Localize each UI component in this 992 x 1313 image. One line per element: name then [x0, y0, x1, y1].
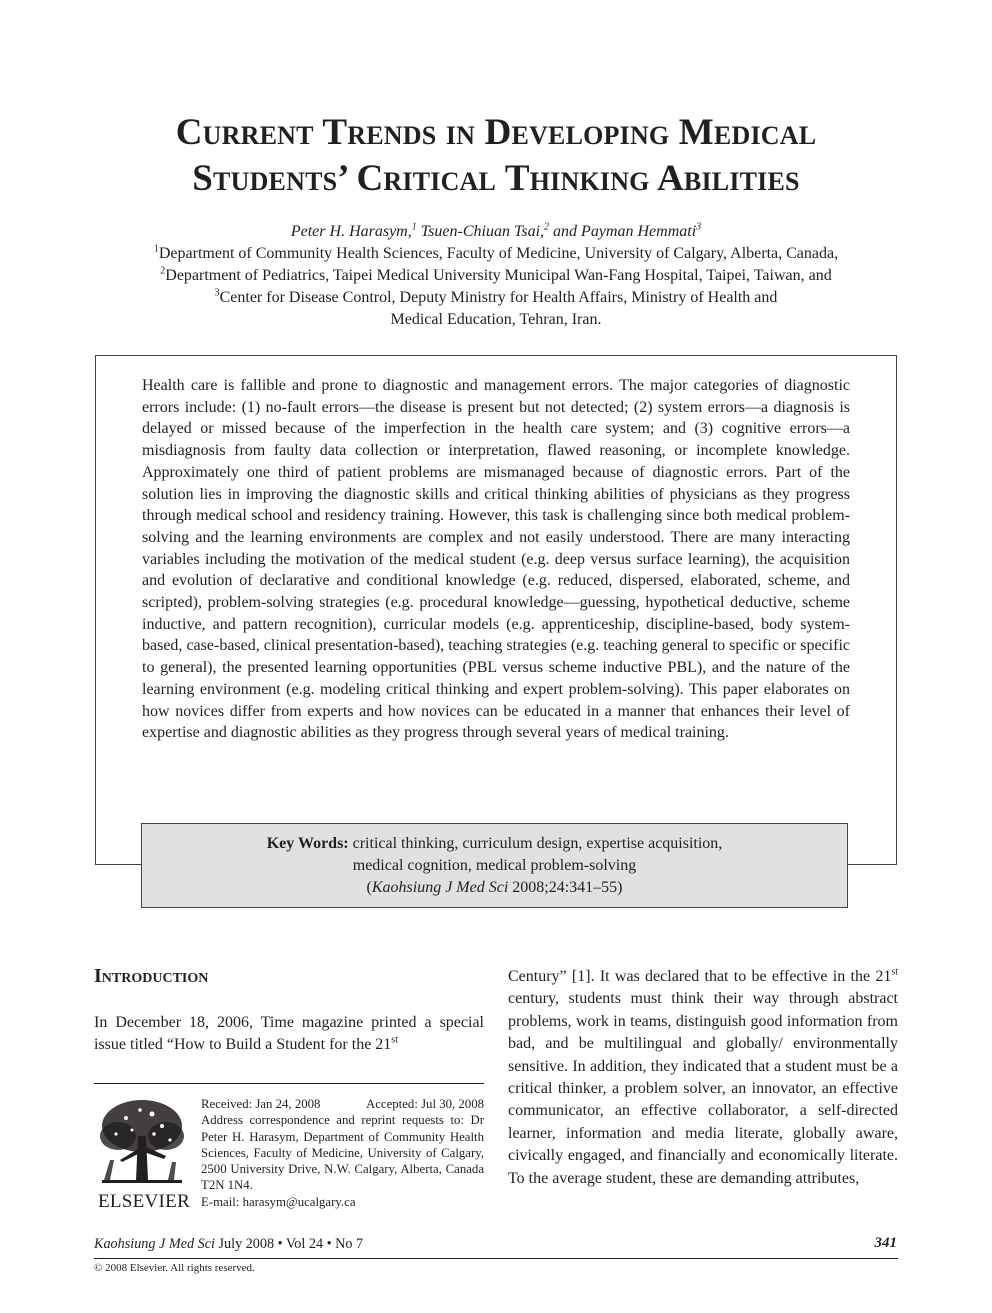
- accepted-date: Accepted: Jul 30, 2008: [366, 1097, 484, 1111]
- correspondence-email: E-mail: harasym@ucalgary.ca: [201, 1194, 356, 1209]
- footnote-dates: [201, 1096, 484, 1112]
- received-date: Received: Jan 24, 2008: [201, 1097, 321, 1111]
- affiliation-1-sup: 1: [153, 243, 159, 255]
- footnote-rule: [94, 1083, 484, 1084]
- keywords-line-1: [142, 833, 847, 855]
- footnote: [201, 1096, 484, 1210]
- affiliation-2-text: Department of Pediatrics, Taipei Medical University Municipal Wan-Fang Hospital, Taipei, Taiwan, and: [165, 267, 832, 284]
- intro-col2-text-b: century, students must think their way through abstract problems, work in teams, distinguish good information from bad, and be multilingual and globally/ environmentally sensitive. In addition, they indicated that a student must be a critical thinker, a problem solver, an innovator, an effective communicator, an effective collaborator, a self-directed learner, information and media literate, globally aware, civically engaged, and financially and economically literate. To the average student, these are demanding attributes,: [508, 990, 898, 1187]
- affiliation-1: [60, 243, 932, 265]
- intro-col2-text-a: Century” [1]. It was declared that to be effective in the 21: [508, 968, 892, 985]
- affiliation-3: [60, 287, 932, 309]
- title-line-1: Current Trends in Developing Medical: [175, 112, 817, 153]
- elsevier-tree-icon: [96, 1096, 188, 1188]
- footer-rule: [94, 1258, 898, 1259]
- intro-col1-text: In December 18, 2006, Time magazine printed a special issue titled “How to Build a Student for the 21: [94, 1014, 484, 1054]
- intro-column-1: [94, 1012, 484, 1057]
- elsevier-logo: [96, 1096, 192, 1213]
- correspondence-address: Address correspondence and reprint requests to: Dr Peter H. Harasym, Department of Community Health Sciences, Faculty of Medicine, University of Calgary, 2500 University Drive, N.W. Calgary, Alberta, Canada T2N 1N4.: [201, 1113, 484, 1193]
- abstract-text: Health care is fallible and prone to diagnostic and management errors. The major categories of diagnostic errors include: (1) no-fault errors—the disease is present but not detected; (2) system errors—a diagnosis is delayed or missed because of the imperfection in the health care system; and (3) cognitive errors—a misdiagnosis from faulty data collection or interpretation, flawed reasoning, or incomplete knowledge. Approximately one third of patient problems are mismanaged because of diagnostic errors. Part of the solution lies in improving the diagnostic skills and critical thinking abilities of physicians as they progress through medical school and residency training. However, this task is challenging since both medical problem-solving and the learning environments are complex and not easily understood. There are many interacting variables including the motivation of the medical student (e.g. deep versus surface learning), the acquisition and evolution of declarative and conditional knowledge (e.g. reduced, dispersed, elaborated, scheme, and scripted), problem-solving strategies (e.g. procedural knowledge—guessing, hypothetical deductive, scheme inductive, and pattern recognition), curricular models (e.g. apprenticeship, discipline-based, body system-based, case-based, clinical presentation-based), teaching strategies (e.g. teaching general to specific or specific to general), the presented learning opportunities (PBL versus scheme inductive PBL), and the nature of the learning environment (e.g. modeling critical thinking and expert problem-solving). This paper elaborates on how novices differ from experts and how novices can be educated in a manner that enhances their level of expertise and diagnostic abilities as they progress through several years of medical training.: [142, 377, 850, 742]
- author-3-sup: 3: [696, 221, 702, 233]
- citation-rest: 2008;24:341–55): [508, 879, 623, 896]
- citation-line: [142, 877, 847, 899]
- intro-col1-sup: st: [391, 1035, 398, 1047]
- citation-journal: Kaohsiung J Med Sci: [371, 879, 509, 896]
- author-list: [60, 222, 932, 242]
- running-footer: [94, 1236, 363, 1253]
- page-number: 341: [874, 1235, 897, 1251]
- citation-open: (: [366, 879, 372, 896]
- affiliation-4: Medical Education, Tehran, Iran.: [390, 311, 602, 328]
- intro-col2-sup: st: [891, 966, 898, 978]
- footer-journal: Kaohsiung J Med Sci: [94, 1236, 215, 1252]
- author-3: and Payman Hemmati: [549, 223, 697, 240]
- title-line-2: Students’ Critical Thinking Abilities: [192, 158, 800, 199]
- intro-column-2: [508, 966, 898, 1190]
- affiliation-3-text: Center for Disease Control, Deputy Ministry for Health Affairs, Ministry of Health and: [219, 289, 778, 306]
- affiliation-2-sup: 2: [160, 265, 166, 277]
- author-1: Peter H. Harasym,: [290, 223, 412, 240]
- keywords-line-2: medical cognition, medical problem-solving: [352, 857, 637, 874]
- affiliations: [60, 243, 932, 331]
- affiliation-3-sup: 3: [214, 287, 220, 299]
- affiliation-1-text: Department of Community Health Sciences, Faculty of Medicine, University of Calgary, Alberta, Canada,: [158, 245, 839, 262]
- keywords-box: [141, 823, 848, 908]
- footer-issue: July 2008 • Vol 24 • No 7: [214, 1236, 364, 1252]
- keywords-list-1: critical thinking, curriculum design, expertise acquisition,: [348, 835, 723, 852]
- author-2: Tsuen-Chiuan Tsai,: [416, 223, 545, 240]
- elsevier-wordmark: ELSEVIER: [97, 1191, 191, 1212]
- introduction-heading: Introduction: [94, 965, 209, 987]
- article-title: [60, 110, 932, 202]
- author-1-sup: 1: [411, 221, 417, 233]
- copyright: © 2008 Elsevier. All rights reserved.: [94, 1262, 255, 1274]
- keywords-label: Key Words:: [266, 835, 349, 852]
- author-2-sup: 2: [544, 221, 550, 233]
- affiliation-2: [60, 265, 932, 287]
